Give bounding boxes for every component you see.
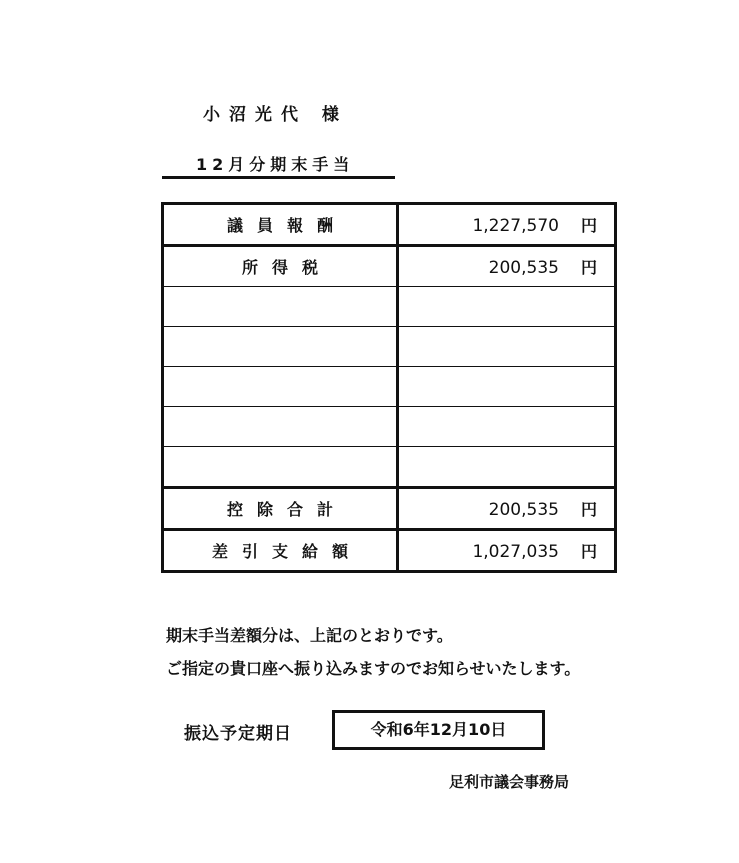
row-amount-cell [398, 407, 616, 447]
row-unit: 円 [580, 542, 597, 561]
row-unit: 円 [580, 258, 597, 277]
table-row [163, 530, 616, 572]
row-label: 控除合計 [226, 500, 347, 519]
schedule-label: 振込予定期日 [184, 724, 292, 744]
table-row [163, 327, 616, 367]
row-label-cell [163, 246, 398, 287]
row-amount: 200,535 [488, 500, 559, 520]
issuer-name: 足利市議会事務局 [449, 773, 570, 791]
table-row [163, 246, 616, 287]
payment-table [161, 202, 617, 573]
row-amount-cell [398, 327, 616, 367]
row-amount-cell [398, 530, 616, 572]
row-amount-cell [398, 287, 616, 327]
row-label-cell [163, 327, 398, 367]
row-label: 所得税 [241, 258, 332, 277]
schedule-date: 令和6年12月10日 [370, 720, 507, 739]
row-amount: 200,535 [488, 258, 559, 278]
row-label: 議員報酬 [226, 216, 347, 235]
table-row [163, 488, 616, 530]
title-underline [162, 176, 395, 179]
row-unit: 円 [580, 500, 597, 519]
row-label-cell [163, 447, 398, 488]
recipient-name: 小沼光代 様 [203, 105, 348, 125]
row-amount-cell [398, 447, 616, 488]
note-line-1: 期末手当差額分は、上記のとおりです。 [166, 626, 453, 645]
row-label-cell [163, 488, 398, 530]
row-label: 差引支給額 [211, 542, 362, 561]
row-amount: 1,227,570 [472, 216, 559, 236]
row-label-cell [163, 367, 398, 407]
table-row [163, 204, 616, 246]
row-unit: 円 [580, 216, 597, 235]
table-row [163, 447, 616, 488]
row-label-cell [163, 407, 398, 447]
schedule-date-box [332, 710, 545, 750]
row-amount-cell [398, 204, 616, 246]
note-line-2: ご指定の貴口座へ振り込みますのでお知らせいたします。 [166, 659, 581, 678]
row-amount-cell [398, 488, 616, 530]
row-label-cell [163, 204, 398, 246]
row-amount-cell [398, 367, 616, 407]
row-label-cell [163, 530, 398, 572]
document-title: 12月分期末手当 [196, 155, 355, 174]
table-row [163, 367, 616, 407]
row-amount: 1,027,035 [472, 542, 559, 562]
row-amount-cell [398, 246, 616, 287]
table-row [163, 407, 616, 447]
row-label-cell [163, 287, 398, 327]
table-row [163, 287, 616, 327]
